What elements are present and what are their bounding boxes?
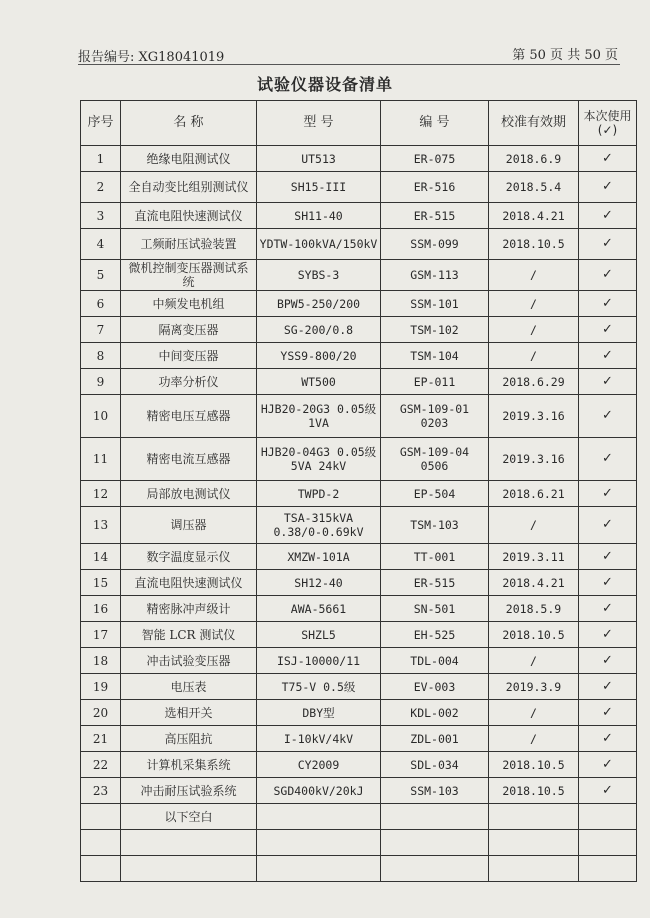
empty-cell — [579, 856, 637, 882]
col-header-valid: 校准有效期 — [489, 101, 579, 146]
table-row — [81, 343, 637, 369]
cell-no: 21 — [81, 726, 121, 752]
empty-cell — [489, 830, 579, 856]
cell-model: BPW5-250/200 — [257, 291, 381, 317]
cell-code: KDL-002 — [381, 700, 489, 726]
table-row — [81, 172, 637, 203]
cell-valid: 2018.6.29 — [489, 369, 579, 395]
cell-name: 冲击试验变压器 — [121, 648, 257, 674]
page-number: 第 50 页 共 50 页 — [512, 48, 618, 63]
cell-valid: 2019.3.16 — [489, 395, 579, 438]
cell-valid: / — [489, 726, 579, 752]
cell-no: 3 — [81, 203, 121, 229]
cell-model: YDTW-100kVA/150kV — [257, 229, 381, 260]
cell-no: 12 — [81, 481, 121, 507]
cell-used: ✓ — [579, 369, 637, 395]
empty-cell — [81, 830, 121, 856]
cell-code: EP-011 — [381, 369, 489, 395]
cell-used: ✓ — [579, 229, 637, 260]
cell-no: 1 — [81, 146, 121, 172]
cell-code: ZDL-001 — [381, 726, 489, 752]
table-row — [81, 752, 637, 778]
cell-name: 全自动变比组别测试仪 — [121, 172, 257, 203]
blank-note: 以下空白 — [121, 804, 257, 830]
cell-valid: 2019.3.11 — [489, 544, 579, 570]
col-header-model: 型 号 — [257, 101, 381, 146]
empty-cell — [489, 804, 579, 830]
cell-code: SSM-099 — [381, 229, 489, 260]
cell-valid: 2018.6.9 — [489, 146, 579, 172]
table-row — [81, 648, 637, 674]
col-header-name: 名 称 — [121, 101, 257, 146]
cell-model: SYBS-3 — [257, 260, 381, 291]
empty-cell — [257, 856, 381, 882]
cell-used: ✓ — [579, 317, 637, 343]
empty-cell — [121, 856, 257, 882]
table-row — [81, 570, 637, 596]
cell-used: ✓ — [579, 203, 637, 229]
cell-code: EP-504 — [381, 481, 489, 507]
table-row — [81, 674, 637, 700]
cell-code: SSM-103 — [381, 778, 489, 804]
cell-code: GSM-109-04 0506 — [381, 438, 489, 481]
report-number: 报告编号: XG18041019 — [78, 50, 225, 65]
cell-no: 4 — [81, 229, 121, 260]
cell-name: 直流电阻快速测试仪 — [121, 570, 257, 596]
cell-no: 7 — [81, 317, 121, 343]
empty-row — [81, 856, 637, 882]
cell-name: 功率分析仪 — [121, 369, 257, 395]
cell-model: WT500 — [257, 369, 381, 395]
cell-model: SG-200/0.8 — [257, 317, 381, 343]
cell-no: 5 — [81, 260, 121, 291]
cell-valid: / — [489, 700, 579, 726]
cell-model: ISJ-10000/11 — [257, 648, 381, 674]
page-header — [78, 40, 618, 64]
cell-code: ER-516 — [381, 172, 489, 203]
table-row — [81, 726, 637, 752]
table-row — [81, 481, 637, 507]
cell-valid: / — [489, 648, 579, 674]
cell-name: 电压表 — [121, 674, 257, 700]
col-header-code: 编 号 — [381, 101, 489, 146]
cell-code: TT-001 — [381, 544, 489, 570]
cell-used: ✓ — [579, 648, 637, 674]
cell-name: 中频发电机组 — [121, 291, 257, 317]
table-row — [81, 203, 637, 229]
cell-model: SH11-40 — [257, 203, 381, 229]
cell-name: 选相开关 — [121, 700, 257, 726]
cell-valid: 2018.10.5 — [489, 752, 579, 778]
cell-name: 智能 LCR 测试仪 — [121, 622, 257, 648]
cell-name: 隔离变压器 — [121, 317, 257, 343]
table-row — [81, 395, 637, 438]
empty-cell — [121, 830, 257, 856]
cell-valid: / — [489, 260, 579, 291]
cell-model: AWA-5661 — [257, 596, 381, 622]
empty-cell — [381, 856, 489, 882]
empty-cell — [257, 804, 381, 830]
cell-name: 数字温度显示仪 — [121, 544, 257, 570]
cell-code: SDL-034 — [381, 752, 489, 778]
cell-name: 精密电压互感器 — [121, 395, 257, 438]
cell-code: GSM-109-01 0203 — [381, 395, 489, 438]
cell-name: 精密脉冲声级计 — [121, 596, 257, 622]
empty-cell — [489, 856, 579, 882]
table-body — [81, 146, 637, 882]
cell-no: 14 — [81, 544, 121, 570]
page-title: 试验仪器设备清单 — [256, 75, 393, 94]
cell-model: DBY型 — [257, 700, 381, 726]
cell-no: 10 — [81, 395, 121, 438]
empty-cell — [257, 830, 381, 856]
cell-name: 调压器 — [121, 507, 257, 544]
cell-code: TSM-103 — [381, 507, 489, 544]
table-row — [81, 622, 637, 648]
cell-model: XMZW-101A — [257, 544, 381, 570]
table-row — [81, 146, 637, 172]
table-row — [81, 438, 637, 481]
cell-model: UT513 — [257, 146, 381, 172]
cell-model: I-10kV/4kV — [257, 726, 381, 752]
cell-no: 17 — [81, 622, 121, 648]
table-row — [81, 369, 637, 395]
cell-used: ✓ — [579, 596, 637, 622]
cell-name: 精密电流互感器 — [121, 438, 257, 481]
cell-used: ✓ — [579, 260, 637, 291]
cell-model: CY2009 — [257, 752, 381, 778]
cell-code: TSM-104 — [381, 343, 489, 369]
cell-code: ER-515 — [381, 203, 489, 229]
cell-model: HJB20-04G3 0.05级 5VA 24kV — [257, 438, 381, 481]
table-row — [81, 778, 637, 804]
cell-model: SH12-40 — [257, 570, 381, 596]
cell-valid: 2019.3.16 — [489, 438, 579, 481]
cell-name: 高压阻抗 — [121, 726, 257, 752]
cell-name: 绝缘电阻测试仪 — [121, 146, 257, 172]
cell-no: 2 — [81, 172, 121, 203]
cell-no: 19 — [81, 674, 121, 700]
table-header-row — [81, 101, 637, 146]
cell-code: GSM-113 — [381, 260, 489, 291]
table-row — [81, 507, 637, 544]
cell-valid: 2018.4.21 — [489, 570, 579, 596]
empty-row — [81, 830, 637, 856]
cell-code: SN-501 — [381, 596, 489, 622]
cell-no: 15 — [81, 570, 121, 596]
header-rule — [78, 64, 620, 65]
cell-name: 直流电阻快速测试仪 — [121, 203, 257, 229]
table-row — [81, 700, 637, 726]
empty-cell — [81, 856, 121, 882]
empty-cell — [579, 830, 637, 856]
cell-valid: / — [489, 317, 579, 343]
cell-name: 冲击耐压试验系统 — [121, 778, 257, 804]
cell-name: 计算机采集系统 — [121, 752, 257, 778]
table-row — [81, 260, 637, 291]
cell-used: ✓ — [579, 570, 637, 596]
cell-used: ✓ — [579, 544, 637, 570]
cell-model: SGD400kV/20kJ — [257, 778, 381, 804]
col-header-used — [579, 101, 637, 146]
cell-used: ✓ — [579, 752, 637, 778]
cell-code: TDL-004 — [381, 648, 489, 674]
cell-code: TSM-102 — [381, 317, 489, 343]
cell-model: YSS9-800/20 — [257, 343, 381, 369]
cell-used: ✓ — [579, 291, 637, 317]
cell-used: ✓ — [579, 146, 637, 172]
cell-model: TWPD-2 — [257, 481, 381, 507]
table-row — [81, 291, 637, 317]
cell-used: ✓ — [579, 172, 637, 203]
cell-used: ✓ — [579, 726, 637, 752]
cell-valid: 2018.5.4 — [489, 172, 579, 203]
cell-no: 23 — [81, 778, 121, 804]
col-header-used-label: 本次使用 — [583, 109, 632, 123]
cell-model: SH15-III — [257, 172, 381, 203]
cell-valid: / — [489, 343, 579, 369]
cell-no: 20 — [81, 700, 121, 726]
cell-code: ER-075 — [381, 146, 489, 172]
cell-used: ✓ — [579, 438, 637, 481]
empty-cell — [81, 804, 121, 830]
cell-name: 中间变压器 — [121, 343, 257, 369]
cell-used: ✓ — [579, 481, 637, 507]
table-row — [81, 596, 637, 622]
cell-valid: 2018.10.5 — [489, 778, 579, 804]
blank-note-row — [81, 804, 637, 830]
cell-no: 8 — [81, 343, 121, 369]
cell-used: ✓ — [579, 778, 637, 804]
cell-valid: 2018.10.5 — [489, 622, 579, 648]
cell-valid: 2018.4.21 — [489, 203, 579, 229]
cell-no: 22 — [81, 752, 121, 778]
col-header-no: 序号 — [81, 101, 121, 146]
cell-model: TSA-315kVA 0.38/0-0.69kV — [257, 507, 381, 544]
table-row — [81, 229, 637, 260]
cell-no: 11 — [81, 438, 121, 481]
cell-model: T75-V 0.5级 — [257, 674, 381, 700]
cell-code: EH-525 — [381, 622, 489, 648]
cell-valid: 2018.5.9 — [489, 596, 579, 622]
cell-valid: / — [489, 507, 579, 544]
cell-no: 16 — [81, 596, 121, 622]
empty-cell — [579, 804, 637, 830]
cell-model: HJB20-20G3 0.05级 1VA — [257, 395, 381, 438]
cell-no: 6 — [81, 291, 121, 317]
cell-model: SHZL5 — [257, 622, 381, 648]
cell-valid: / — [489, 291, 579, 317]
empty-cell — [381, 830, 489, 856]
cell-no: 18 — [81, 648, 121, 674]
empty-cell — [381, 804, 489, 830]
cell-used: ✓ — [579, 507, 637, 544]
table-row — [81, 317, 637, 343]
cell-no: 9 — [81, 369, 121, 395]
equipment-table — [80, 100, 637, 882]
cell-valid: 2019.3.9 — [489, 674, 579, 700]
cell-used: ✓ — [579, 622, 637, 648]
cell-no: 13 — [81, 507, 121, 544]
cell-valid: 2018.6.21 — [489, 481, 579, 507]
cell-used: ✓ — [579, 395, 637, 438]
cell-used: ✓ — [579, 674, 637, 700]
table-row — [81, 544, 637, 570]
cell-valid: 2018.10.5 — [489, 229, 579, 260]
cell-used: ✓ — [579, 700, 637, 726]
cell-code: ER-515 — [381, 570, 489, 596]
col-header-used-mark: (✓) — [597, 123, 618, 137]
cell-name: 工频耐压试验装置 — [121, 229, 257, 260]
cell-code: SSM-101 — [381, 291, 489, 317]
cell-used: ✓ — [579, 343, 637, 369]
cell-code: EV-003 — [381, 674, 489, 700]
cell-name: 局部放电测试仪 — [121, 481, 257, 507]
cell-name: 微机控制变压器测试系统 — [121, 260, 257, 291]
